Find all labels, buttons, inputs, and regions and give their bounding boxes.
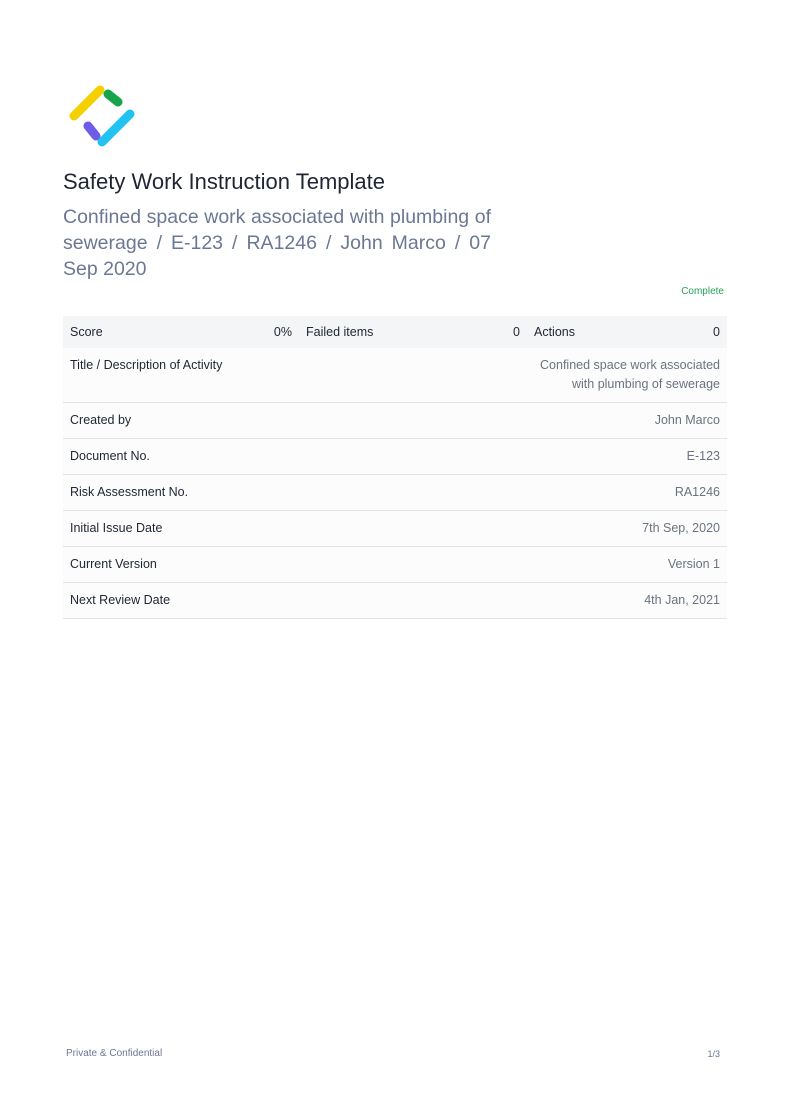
row-value: RA1246 [503, 475, 727, 511]
row-value: 4th Jan, 2021 [503, 583, 727, 619]
score-value: 0% [273, 325, 292, 339]
table-row [63, 475, 727, 511]
logo-cyan-stroke [102, 114, 130, 142]
row-label: Initial Issue Date [63, 511, 503, 547]
logo-purple-stroke [88, 126, 96, 136]
app-logo [66, 80, 138, 152]
document-title: Safety Work Instruction Template [63, 169, 385, 194]
table-row [63, 348, 727, 403]
row-label: Document No. [63, 439, 503, 475]
failed-items-value: 0 [513, 325, 520, 339]
row-value: John Marco [503, 403, 727, 439]
logo-green-stroke [108, 94, 118, 102]
footer-confidentiality: Private & Confidential [66, 1048, 163, 1059]
table-row [63, 547, 727, 583]
actions-value: 0 [713, 325, 720, 339]
row-value: Version 1 [503, 547, 727, 583]
document-subtitle: Confined space work associated with plumbing of sewerage / E-123 / RA1246 / John Marco / 07 Sep 2020 [63, 206, 491, 280]
failed-items-label: Failed items [306, 325, 374, 339]
summary-table [63, 316, 727, 619]
row-label: Title / Description of Activity [63, 348, 503, 403]
row-label: Current Version [63, 547, 503, 583]
row-label: Next Review Date [63, 583, 503, 619]
row-value: Confined space work associated with plumbing of sewerage [540, 358, 720, 391]
status-badge: Complete [681, 286, 724, 297]
table-row [63, 583, 727, 619]
row-label: Created by [63, 403, 503, 439]
row-value: E-123 [503, 439, 727, 475]
table-row [63, 511, 727, 547]
score-row [63, 316, 727, 348]
table-row [63, 439, 727, 475]
row-value: 7th Sep, 2020 [503, 511, 727, 547]
score-label: Score [70, 325, 103, 339]
row-label: Risk Assessment No. [63, 475, 503, 511]
logo-yellow-stroke [74, 90, 100, 116]
table-row [63, 403, 727, 439]
actions-label: Actions [534, 325, 575, 339]
footer-page-number: 1/3 [707, 1049, 720, 1059]
